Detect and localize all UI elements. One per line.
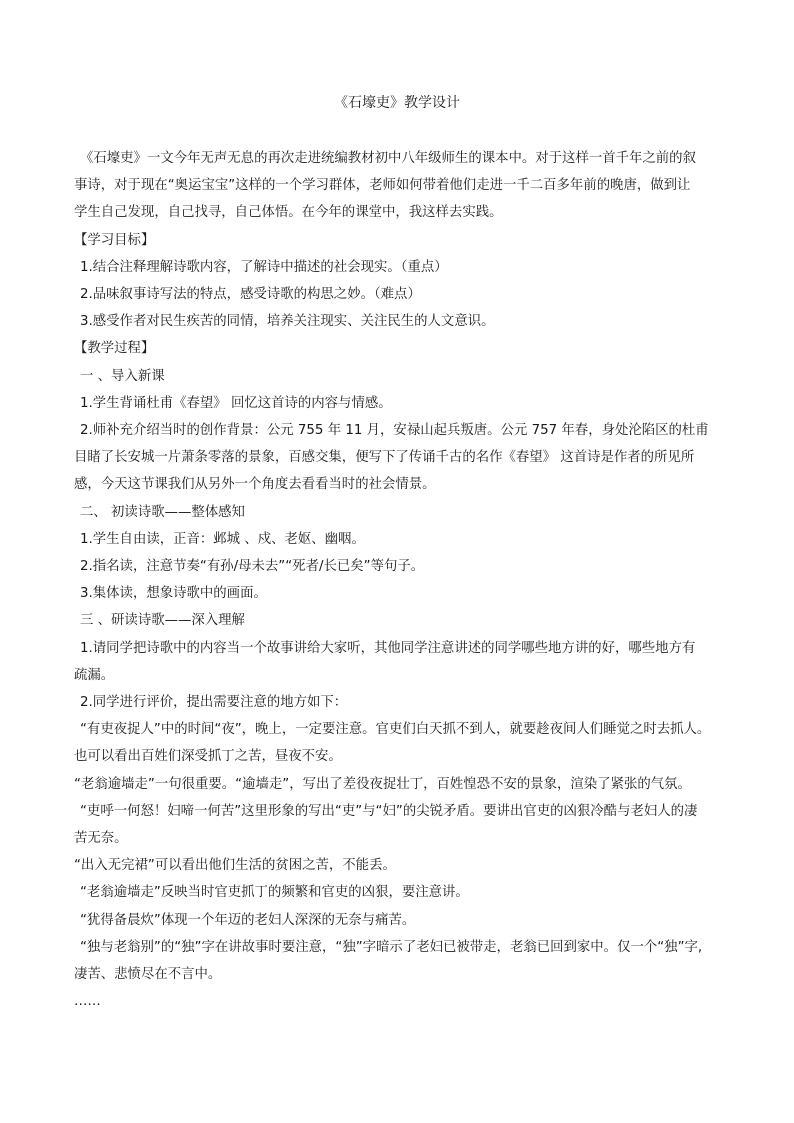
section3-line-3: 2.同学进行评价，提出需要注意的地方如下： (80, 695, 348, 711)
section2-heading: 二、 初读诗歌——整体感知 (80, 504, 245, 520)
section3-line-12: “独与老翁别”的“独”字在讲故事时要注意，“独”字暗示了老妇已被带走，老翁已回到家中。仅一个“独”字, (80, 939, 703, 955)
section3-line-4: “有吏夜捉人”中的时间“夜”，晚上，一定要注意。官吏们白天抓不到人，就要趁夜间人们睡觉之时去抓人。 (80, 722, 711, 738)
section3-line-9: “出入无完裙”可以看出他们生活的贫困之苦，不能丢。 (74, 858, 396, 874)
section3-line-10: “老翁逾墙走”反映当时官吏抓丁的频繁和官吏的凶狠，要注意讲。 (80, 885, 469, 901)
goal-item-3: 3.感受作者对民生疾苦的同情，培养关注现实、关注民生的人文意识。 (80, 314, 495, 330)
section2-line-3: 3.集体读，想象诗歌中的画面。 (80, 586, 267, 602)
section3-line-11: “犹得备晨炊”体现一个年迈的老妇人深深的无奈与痛苦。 (80, 912, 416, 928)
section3-line-2: 疏漏。 (74, 667, 115, 683)
section3-line-5: 也可以看出百姓们深受抓丁之苦，昼夜不安。 (74, 749, 342, 765)
document-title: 《石壕吏》教学设计 (334, 95, 460, 111)
process-heading: 【教学过程】 (74, 341, 155, 357)
goals-heading: 【学习目标】 (74, 232, 155, 248)
ellipsis: …… (74, 994, 101, 1010)
section1-line-4: 感，今天这节课我们从另外一个角度去看看当时的社会情景。 (74, 477, 436, 493)
section1-heading: 一 、导入新课 (80, 368, 165, 384)
section2-line-2: 2.指名读，注意节奏“有孙/母未去”“死者/长已矣”等句子。 (80, 559, 425, 575)
section2-line-1: 1.学生自由读，正音：邺城 、戍、老妪、幽咽。 (80, 531, 365, 547)
goal-item-1: 1.结合注释理解诗歌内容，了解诗中描述的社会现实。（重点） (80, 259, 448, 275)
section1-line-3: 目睹了长安城一片萧条零落的景象，百感交集，便写下了传诵千古的名作《春望》 这首诗是作者的所见所 (74, 450, 695, 466)
intro-line-3: 学生自己发现，自己找寻，自己体悟。在今年的课堂中，我这样去实践。 (74, 205, 503, 221)
intro-line-2: 事诗，对于现在“奥运宝宝”这样的一个学习群体，老师如何带着他们走进一千二百多年前的晚唐，做到让 (74, 178, 691, 194)
section3-line-7: “吏呼一何怒！妇啼一何苦”这里形象的写出“吏”与“妇”的尖锐矛盾。要讲出官吏的凶狠冷酷与老妇人的凄 (80, 803, 698, 819)
section3-line-8: 苦无奈。 (74, 831, 128, 847)
section3-line-1: 1.请同学把诗歌中的内容当一个故事讲给大家听，其他同学注意讲述的同学哪些地方讲的好，哪些地方有 (80, 640, 696, 656)
section1-line-2: 2.师补充介绍当时的创作背景：公元 755 年 11 月，安禄山起兵叛唐。公元 757 年春，身处沦陷区的杜甫 (80, 423, 709, 439)
intro-line-1: 《石壕吏》一文今年无声无息的再次走进统编教材初中八年级师生的课本中。对于这样一首千年之前的叙 (80, 151, 696, 166)
section1-line-1: 1.学生背诵杜甫《春望》 回忆这首诗的内容与情感。 (80, 395, 392, 411)
document-body (74, 145, 724, 1016)
section3-line-6: “老翁逾墙走”一句很重要。“逾墙走”，写出了差役夜捉壮丁，百姓惶恐不安的景象，渲染了紧张的气氛。 (74, 776, 691, 792)
section3-heading: 三 、研读诗歌——深入理解 (80, 613, 245, 629)
section3-line-13: 凄苦、悲愤尽在不言中。 (74, 967, 222, 983)
goal-item-2: 2.品味叙事诗写法的特点，感受诗歌的构思之妙。（难点） (80, 287, 421, 303)
